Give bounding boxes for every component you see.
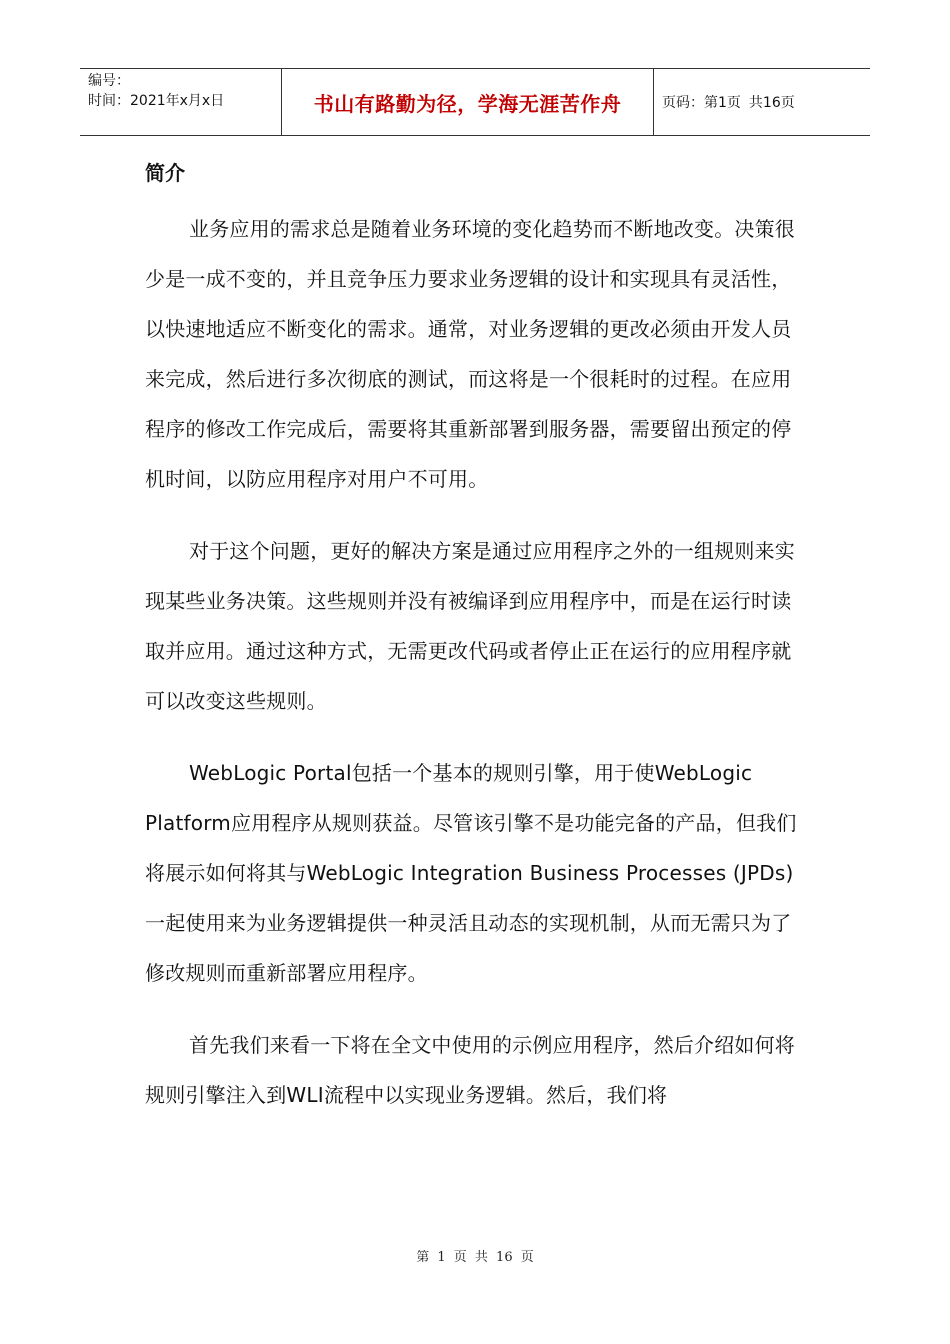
document-header [80, 68, 870, 136]
paragraph: 首先我们来看一下将在全文中使用的示例应用程序，然后介绍如何将规则引擎注入到WLI流程中以实现业务逻辑。然后，我们将 [145, 1033, 795, 1107]
page-footer: 第 1 页 共 16 页 [416, 1250, 534, 1265]
header-page-cell [654, 69, 870, 135]
header-motto: 书山有路勤为径，学海无涯苦作舟 [313, 91, 622, 116]
paragraph: WebLogic Portal包括一个基本的规则引擎，用于使WebLogic Platform应用程序从规则获益。尽管该引擎不是功能完备的产品，但我们将展示如何将其与WebLogic Integration Business Processes (JPDs)一起使用来为业务逻辑提供一种灵活且动态的实现机制，从而无需只为了修改规则而重新部署应用程序。 [145, 761, 797, 985]
document-body [145, 148, 810, 1120]
paragraph: 业务应用的需求总是随着业务环境的变化趋势而不断地改变。决策很少是一成不变的，并且竞争压力要求业务逻辑的设计和实现具有灵活性，以快速地适应不断变化的需求。通常，对业务逻辑的更改必须由开发人员来完成，然后进行多次彻底的测试，而这将是一个很耗时的过程。在应用程序的修改工作完成后，需要将其重新部署到服务器，需要留出预定的停机时间，以防应用程序对用户不可用。 [145, 217, 795, 491]
header-motto-cell [282, 69, 654, 135]
paragraph: 对于这个问题，更好的解决方案是通过应用程序之外的一组规则来实现某些业务决策。这些规则并没有被编译到应用程序中，而是在运行时读取并应用。通过这种方式，无需更改代码或者停止正在运行的应用程序就可以改变这些规则。 [145, 539, 795, 713]
header-total-pages: 共16页 [748, 95, 795, 111]
document-date: 时间：2021年x月x日 [88, 93, 225, 109]
header-page-number: 页码：第1页 [662, 95, 741, 111]
header-meta-cell [80, 69, 282, 135]
section-title: 简介 [145, 161, 185, 185]
document-code-label: 编号： [88, 73, 130, 89]
